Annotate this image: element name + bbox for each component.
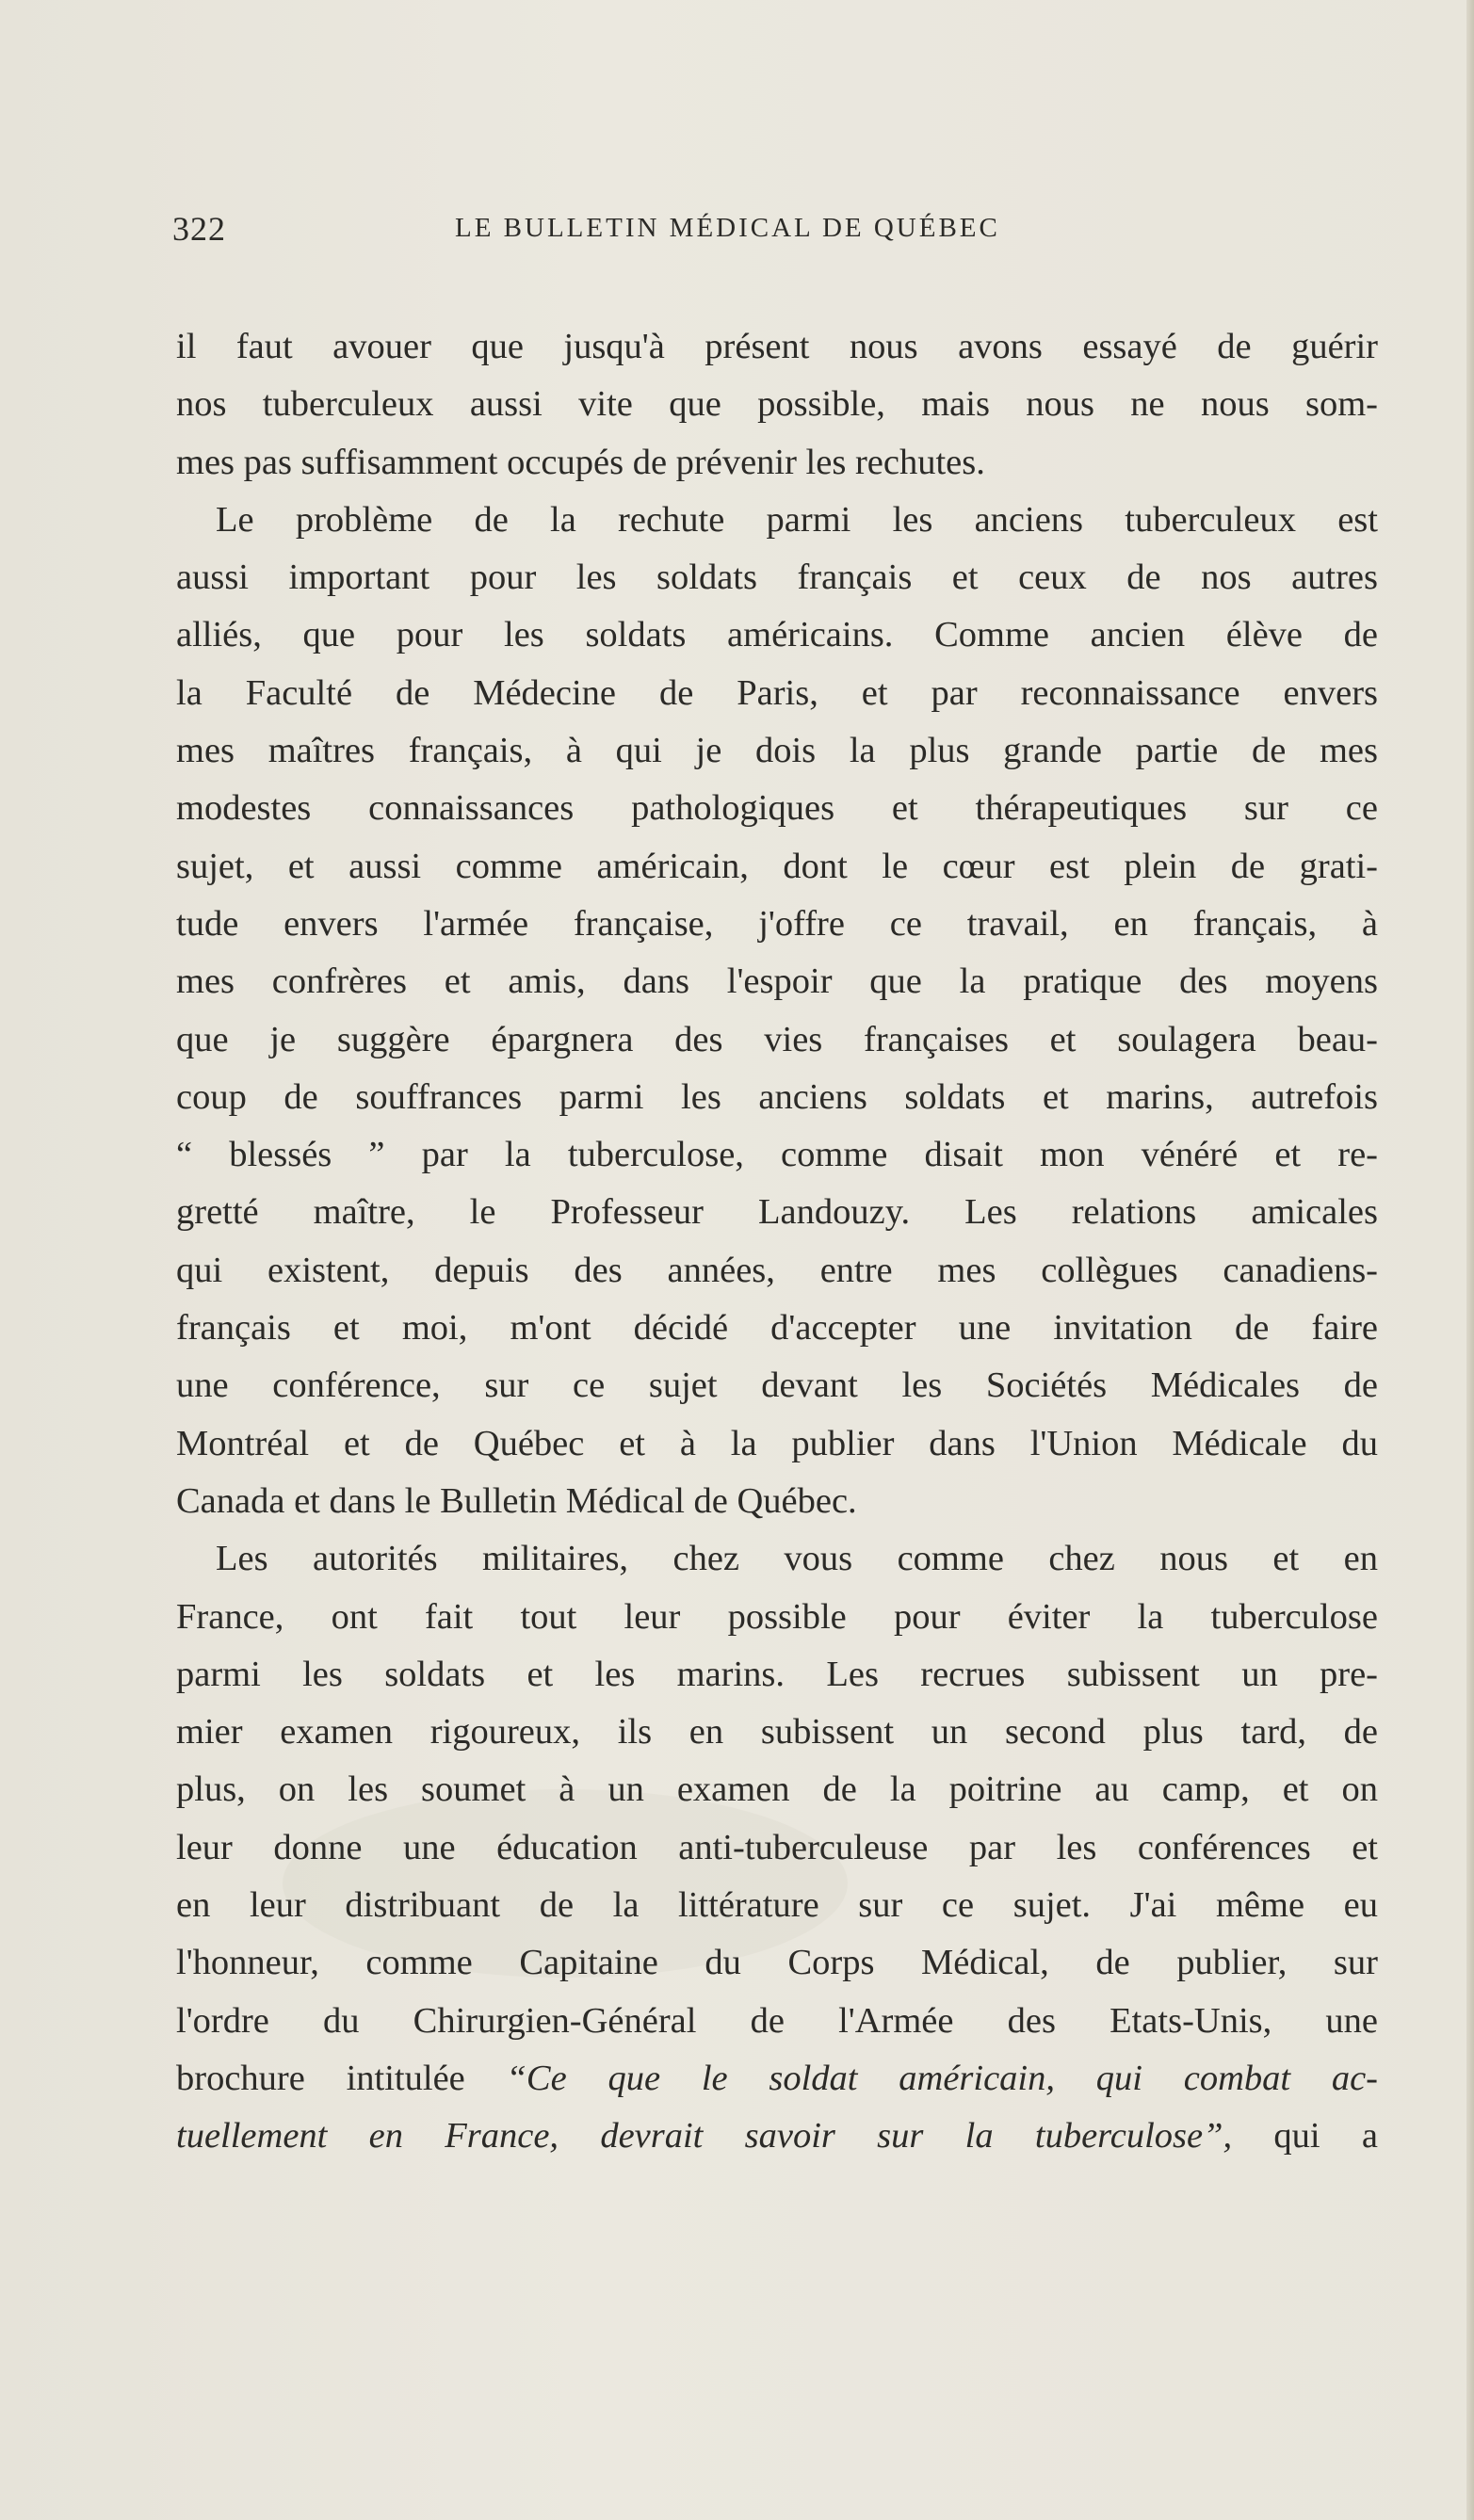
text-line: qui existent, depuis des années, entre mes collègues canadiens- — [176, 1250, 1378, 1290]
text-segment: brochure intitulée — [176, 2058, 507, 2098]
text-line: tude envers l'armée française, j'offre ce travail, en français, à — [176, 903, 1378, 944]
text-line: l'honneur, comme Capitaine du Corps Médical, de publier, sur — [176, 1943, 1378, 1983]
text-line: nos tuberculeux aussi vite que possible, mais nous ne nous som- — [176, 384, 1378, 425]
text-line: une conférence, sur ce sujet devant les Sociétés Médicales de — [176, 1365, 1378, 1406]
text-line: parmi les soldats et les marins. Les recrues subissent un pre- — [176, 1654, 1378, 1694]
body-text — [176, 318, 1378, 2166]
italic-title: “Ce que le soldat américain, qui combat ac- — [506, 2058, 1378, 2098]
text-line: français et moi, m'ont décidé d'accepter une invitation de faire — [176, 1308, 1378, 1349]
text-line: il faut avouer que jusqu'à présent nous avons essayé de guérir — [176, 327, 1378, 366]
text-line: en leur distribuant de la littérature sur ce sujet. J'ai même eu — [176, 1885, 1378, 1926]
italic-title: tuellement en France, devrait savoir sur la tuberculose”, — [176, 2116, 1233, 2157]
journal-title: LE BULLETIN MÉDICAL DE QUÉBEC — [455, 213, 1000, 243]
text-line: Les autorités militaires, chez vous comme chez nous et en — [216, 1539, 1378, 1579]
text-line: modestes connaissances pathologiques et thérapeutiques sur ce — [176, 788, 1378, 829]
text-line: sujet, et aussi comme américain, dont le cœur est plein de grati- — [176, 846, 1378, 886]
text-line: mes pas suffisamment occupés de prévenir les rechutes. — [176, 442, 985, 482]
page-edge — [1466, 0, 1474, 2520]
text-line: que je suggère épargnera des vies françaises et soulagera beau- — [176, 1019, 1378, 1059]
text-line: alliés, que pour les soldats américains. Comme ancien élève de — [176, 615, 1378, 655]
text-line: aussi important pour les soldats français et ceux de nos autres — [176, 557, 1378, 598]
text-line: mes confrères et amis, dans l'espoir que la pratique des moyens — [176, 961, 1378, 1002]
text-line: “ blessés ” par la tuberculose, comme disait mon vénéré et re- — [176, 1135, 1378, 1175]
page-number: 322 — [172, 210, 226, 248]
text-line: Le problème de la rechute parmi les anciens tuberculeux est — [216, 499, 1378, 540]
text-line: gretté maître, le Professeur Landouzy. Les relations amicales — [176, 1192, 1378, 1233]
text-line: Canada et dans le Bulletin Médical de Québec. — [176, 1480, 857, 1521]
text-line — [176, 2108, 1378, 2165]
text-line: coup de souffrances parmi les anciens soldats et marins, autrefois — [176, 1076, 1378, 1117]
text-line: plus, on les soumet à un examen de la poitrine au camp, et on — [176, 1769, 1378, 1810]
text-line: France, ont fait tout leur possible pour éviter la tuberculose — [176, 1596, 1378, 1637]
running-head — [172, 209, 1114, 256]
text-line: mier examen rigoureux, ils en subissent un second plus tard, de — [176, 1712, 1378, 1753]
text-line — [176, 2050, 1378, 2108]
text-segment: qui a — [1232, 2116, 1378, 2157]
text-line: la Faculté de Médecine de Paris, et par reconnaissance envers — [176, 672, 1378, 713]
text-line: leur donne une éducation anti-tuberculeuse par les conférences et — [176, 1827, 1378, 1867]
text-line: l'ordre du Chirurgien-Général de l'Armée des Etats-Unis, une — [176, 2000, 1378, 2041]
text-line: mes maîtres français, à qui je dois la plus grande partie de mes — [176, 731, 1378, 771]
text-line: Montréal et de Québec et à la publier dans l'Union Médicale du — [176, 1423, 1378, 1463]
